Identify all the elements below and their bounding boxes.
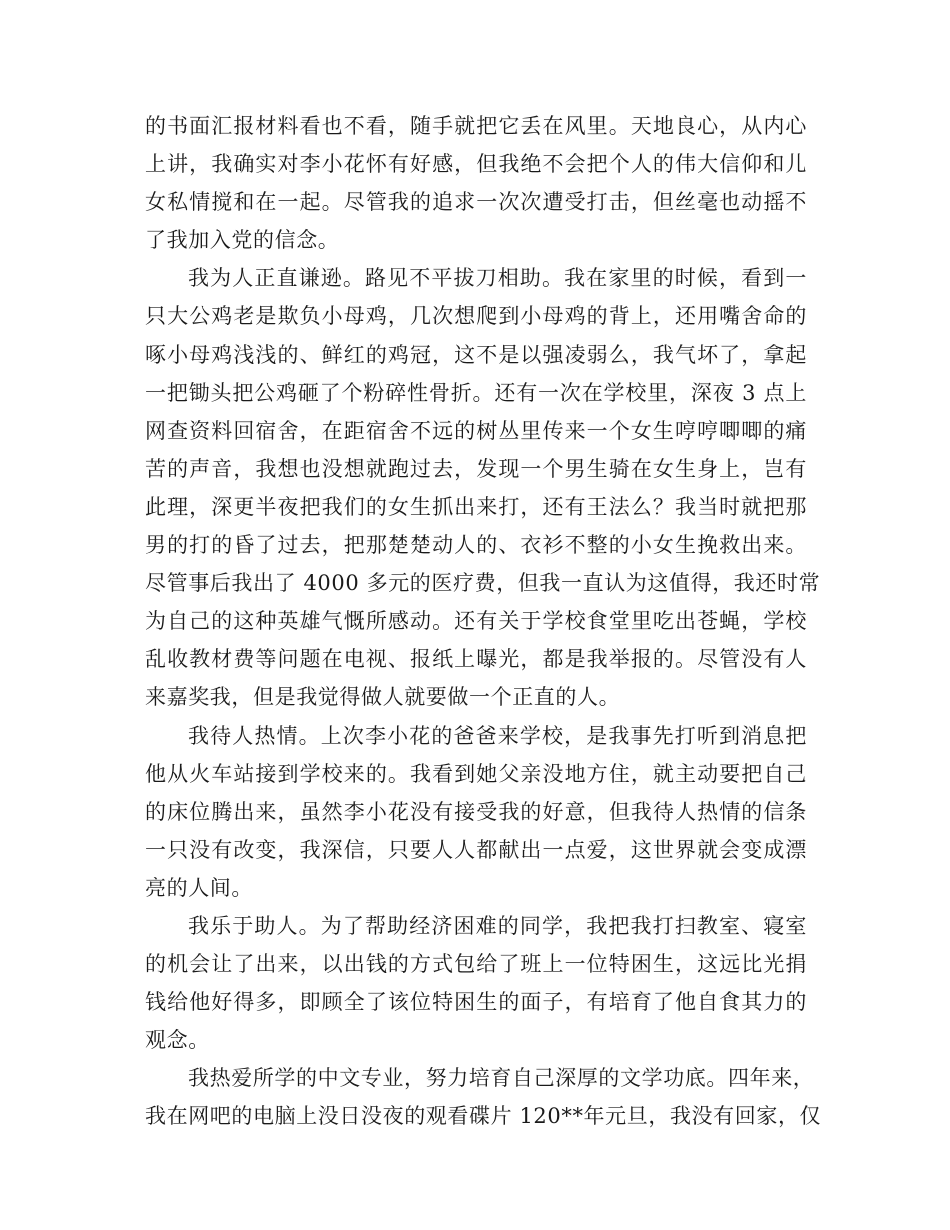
text-line: 男的打的昏了过去，把那楚楚动人的、衣衫不整的小女生挽救出来。 (145, 533, 807, 558)
text-line: 的机会让了出来，以出钱的方式包给了班上一位特困生，这远比光捐 (145, 952, 807, 977)
text-line: 一把锄头把公鸡砸了个粉碎性骨折。还有一次在学校里，深夜 3 点上 (145, 380, 807, 405)
text-line: 我热爱所学的中文专业，努力培育自己深厚的文学功底。四年来， (188, 1066, 815, 1091)
text-line: 来嘉奖我，但是我觉得做人就要做一个正直的人。 (145, 685, 621, 710)
text-line: 的书面汇报材料看也不看，随手就把它丢在风里。天地良心，从内心 (145, 114, 807, 138)
text-line: 啄小母鸡浅浅的、鲜红的鸡冠，这不是以强凌弱么，我气坏了，拿起 (145, 342, 807, 367)
text-line: 女私情搅和在一起。尽管我的追求一次次遭受打击，但丝毫也动摇不 (145, 190, 807, 215)
text-line: 观念。 (145, 1028, 210, 1053)
body-text (145, 107, 822, 1136)
text-line: 我乐于助人。为了帮助经济困难的同学，我把我打扫教室、寝室 (188, 913, 807, 938)
text-line: 只大公鸡老是欺负小母鸡，几次想爬到小母鸡的背上，还用嘴舍命的 (145, 304, 807, 329)
text-line: 网查资料回宿舍，在距宿舍不远的树丛里传来一个女生哼哼唧唧的痛 (145, 418, 807, 443)
text-line: 我在网吧的电脑上没日没夜的观看碟片 120**年元旦，我没有回家，仅 (145, 1104, 822, 1129)
text-line: 了我加入党的信念。 (145, 228, 340, 253)
text-line: 他从火车站接到学校来的。我看到她父亲没地方住，就主动要把自己 (145, 761, 807, 786)
text-line: 一只没有改变，我深信，只要人人都献出一点爱，这世界就会变成漂 (145, 837, 807, 862)
text-line: 钱给他好得多，即顾全了该位特困生的面子，有培育了他自食其力的 (145, 990, 807, 1015)
text-line: 我待人热情。上次李小花的爸爸来学校，是我事先打听到消息把 (188, 723, 807, 748)
text-line: 乱收教材费等问题在电视、报纸上曝光，都是我举报的。尽管没有人 (145, 647, 807, 672)
text-line: 尽管事后我出了 4000 多元的医疗费，但我一直认为这值得，我还时常 (145, 571, 821, 596)
text-line: 的床位腾出来，虽然李小花没有接受我的好意，但我待人热情的信条 (145, 799, 807, 824)
text-line: 亮的人间。 (145, 875, 253, 900)
text-line: 为自己的这种英雄气慨所感动。还有关于学校食堂里吃出苍蝇，学校 (145, 609, 807, 634)
text-line: 我为人正直谦逊。路见不平拔刀相助。我在家里的时候，看到一 (188, 266, 807, 291)
text-line: 上讲，我确实对李小花怀有好感，但我绝不会把个人的伟大信仰和儿 (145, 152, 807, 177)
text-line: 此理，深更半夜把我们的女生抓出来打，还有王法么？我当时就把那 (145, 494, 807, 519)
text-line: 苦的声音，我想也没想就跑过去，发现一个男生骑在女生身上，岂有 (145, 456, 807, 481)
